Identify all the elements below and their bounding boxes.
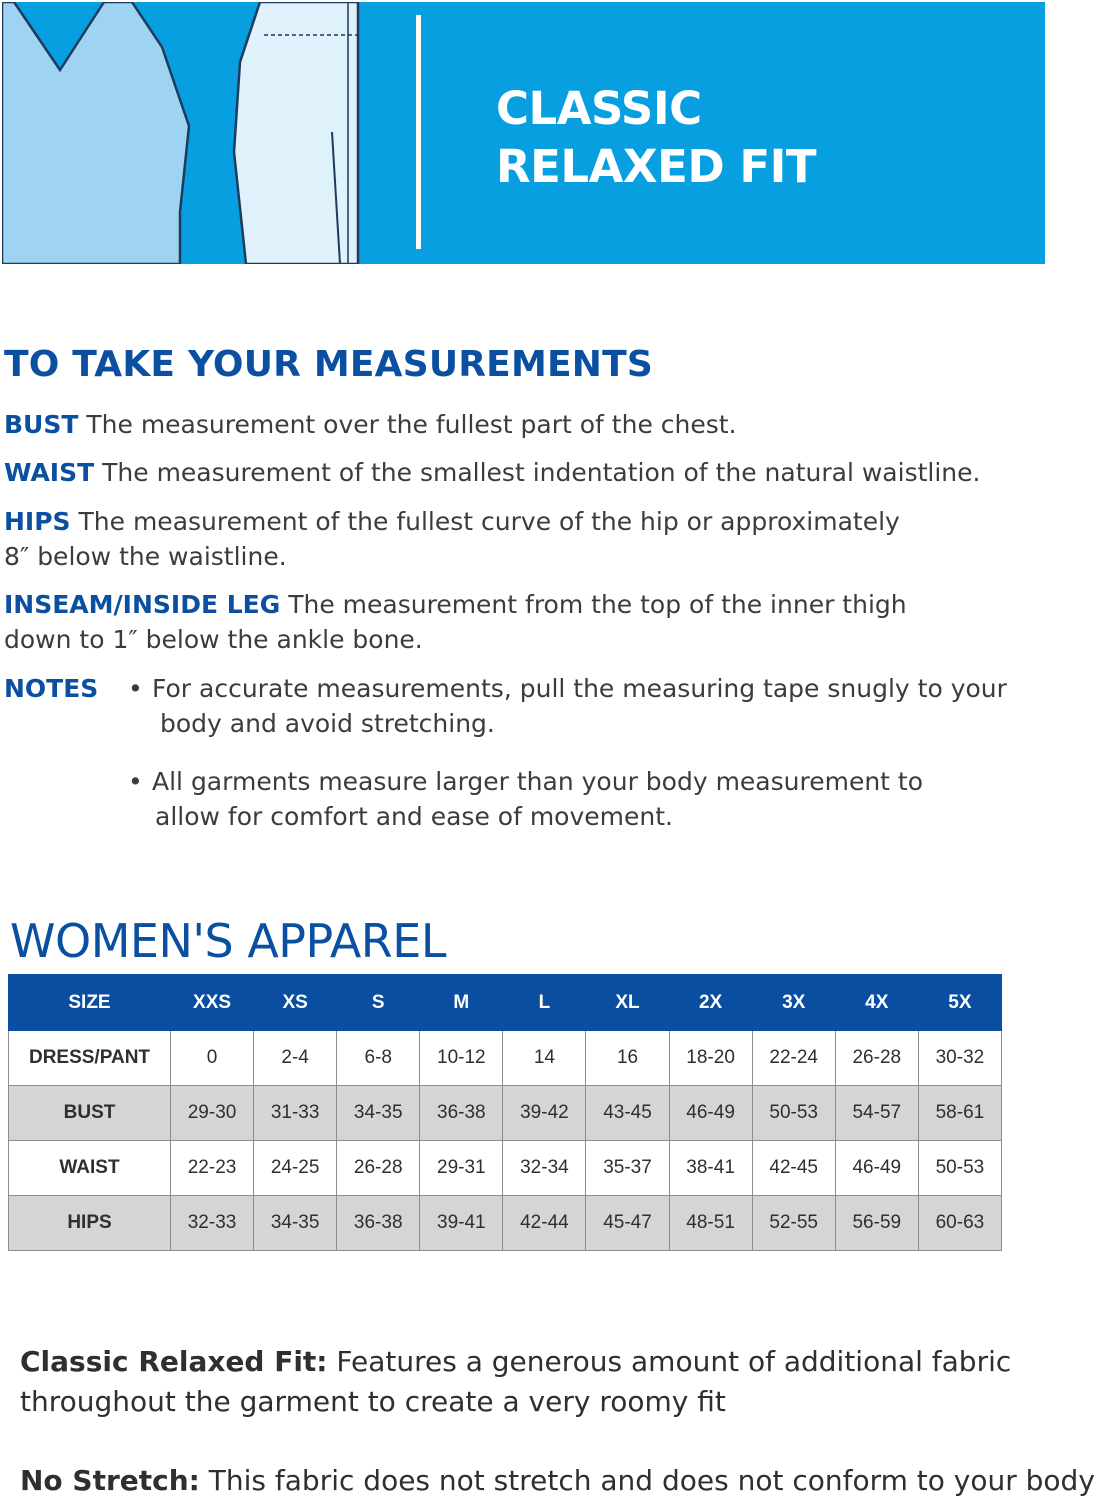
hero-banner (2, 2, 1045, 264)
table-cell: 39-42 (503, 1086, 586, 1141)
table-cell: 2-4 (254, 1031, 337, 1086)
row-label: BUST (9, 1086, 171, 1141)
column-header: 5X (918, 975, 1001, 1031)
column-header: 3X (752, 975, 835, 1031)
table-cell: 38-41 (669, 1141, 752, 1196)
definition-text-continued: down to 1″ below the ankle bone. (4, 625, 423, 654)
table-row (9, 1196, 1002, 1251)
table-cell: 30-32 (918, 1031, 1001, 1086)
note-item (128, 764, 923, 834)
note-text: All garments measure larger than your body measurement to (152, 767, 924, 796)
definition-inseam (4, 587, 907, 657)
note-text-continued: body and avoid stretching. (160, 709, 495, 738)
table-cell: 24-25 (254, 1141, 337, 1196)
banner-title-line2: RELAXED FIT (496, 140, 817, 193)
table-cell: 26-28 (337, 1141, 420, 1196)
table-cell: 39-41 (420, 1196, 503, 1251)
table-row (9, 1031, 1002, 1086)
table-cell: 26-28 (835, 1031, 918, 1086)
fit-text: Features a generous amount of additional fabric (336, 1345, 1012, 1378)
banner-title (496, 80, 816, 196)
table-cell: 18-20 (669, 1031, 752, 1086)
column-header: S (337, 975, 420, 1031)
table-cell: 56-59 (835, 1196, 918, 1251)
column-header: SIZE (9, 975, 171, 1031)
table-cell: 50-53 (918, 1141, 1001, 1196)
definition-hips (4, 504, 900, 574)
definition-text: The measurement of the smallest indentation of the natural waistline. (102, 458, 981, 487)
note-text-continued: allow for comfort and ease of movement. (155, 802, 673, 831)
table-cell: 22-23 (171, 1141, 254, 1196)
table-cell: 32-34 (503, 1141, 586, 1196)
table-cell: 35-37 (586, 1141, 669, 1196)
fit-label: Classic Relaxed Fit: (20, 1345, 328, 1378)
note-text: For accurate measurements, pull the measuring tape snugly to your (152, 674, 1007, 703)
stretch-description (20, 1461, 1095, 1501)
fit-description (20, 1342, 1011, 1422)
table-cell: 34-35 (337, 1086, 420, 1141)
size-chart-table (8, 974, 1002, 1251)
definition-term: WAIST (4, 458, 95, 487)
table-cell: 16 (586, 1031, 669, 1086)
bullet-icon: • (128, 674, 143, 703)
note-item (128, 671, 1007, 741)
column-header: XS (254, 975, 337, 1031)
column-header: M (420, 975, 503, 1031)
row-label: HIPS (9, 1196, 171, 1251)
definition-term: INSEAM/INSIDE LEG (4, 590, 281, 619)
table-cell: 45-47 (586, 1196, 669, 1251)
size-chart-title: WOMEN'S APPAREL (10, 914, 446, 968)
column-header: 4X (835, 975, 918, 1031)
definition-text: The measurement over the fullest part of the chest. (86, 410, 737, 439)
table-cell: 31-33 (254, 1086, 337, 1141)
banner-divider (416, 15, 421, 249)
stretch-label: No Stretch: (20, 1464, 200, 1497)
stretch-text: This fabric does not stretch and does not conform to your body (208, 1464, 1095, 1497)
table-row (9, 1086, 1002, 1141)
row-label: DRESS/PANT (9, 1031, 171, 1086)
table-cell: 6-8 (337, 1031, 420, 1086)
table-cell: 52-55 (752, 1196, 835, 1251)
table-cell: 36-38 (420, 1086, 503, 1141)
shirt-shape (2, 2, 189, 264)
column-header: 2X (669, 975, 752, 1031)
table-cell: 36-38 (337, 1196, 420, 1251)
pant-shape (234, 2, 358, 264)
table-cell: 0 (171, 1031, 254, 1086)
table-cell: 10-12 (420, 1031, 503, 1086)
definition-waist (4, 455, 980, 490)
column-header: XL (586, 975, 669, 1031)
table-cell: 50-53 (752, 1086, 835, 1141)
row-label: WAIST (9, 1141, 171, 1196)
measurements-heading: TO TAKE YOUR MEASUREMENTS (4, 344, 653, 385)
notes-label: NOTES (4, 674, 99, 703)
fit-text-continued: throughout the garment to create a very roomy fit (20, 1385, 726, 1418)
table-cell: 48-51 (669, 1196, 752, 1251)
table-cell: 42-45 (752, 1141, 835, 1196)
table-cell: 29-31 (420, 1141, 503, 1196)
table-cell: 60-63 (918, 1196, 1001, 1251)
table-cell: 46-49 (835, 1141, 918, 1196)
bullet-icon: • (128, 767, 143, 796)
table-cell: 34-35 (254, 1196, 337, 1251)
table-row (9, 1141, 1002, 1196)
column-header: XXS (171, 975, 254, 1031)
table-cell: 14 (503, 1031, 586, 1086)
table-header-row (9, 975, 1002, 1031)
table-cell: 54-57 (835, 1086, 918, 1141)
definition-term: BUST (4, 410, 79, 439)
table-cell: 32-33 (171, 1196, 254, 1251)
table-cell: 58-61 (918, 1086, 1001, 1141)
table-cell: 46-49 (669, 1086, 752, 1141)
table-cell: 29-30 (171, 1086, 254, 1141)
banner-title-line1: CLASSIC (496, 82, 702, 135)
definition-text: The measurement of the fullest curve of the hip or approximately (78, 507, 900, 536)
table-cell: 22-24 (752, 1031, 835, 1086)
definition-term: HIPS (4, 507, 71, 536)
definition-bust (4, 407, 737, 442)
definition-text: The measurement from the top of the inner thigh (288, 590, 907, 619)
column-header: L (503, 975, 586, 1031)
definition-text-continued: 8″ below the waistline. (4, 542, 287, 571)
table-cell: 43-45 (586, 1086, 669, 1141)
table-cell: 42-44 (503, 1196, 586, 1251)
